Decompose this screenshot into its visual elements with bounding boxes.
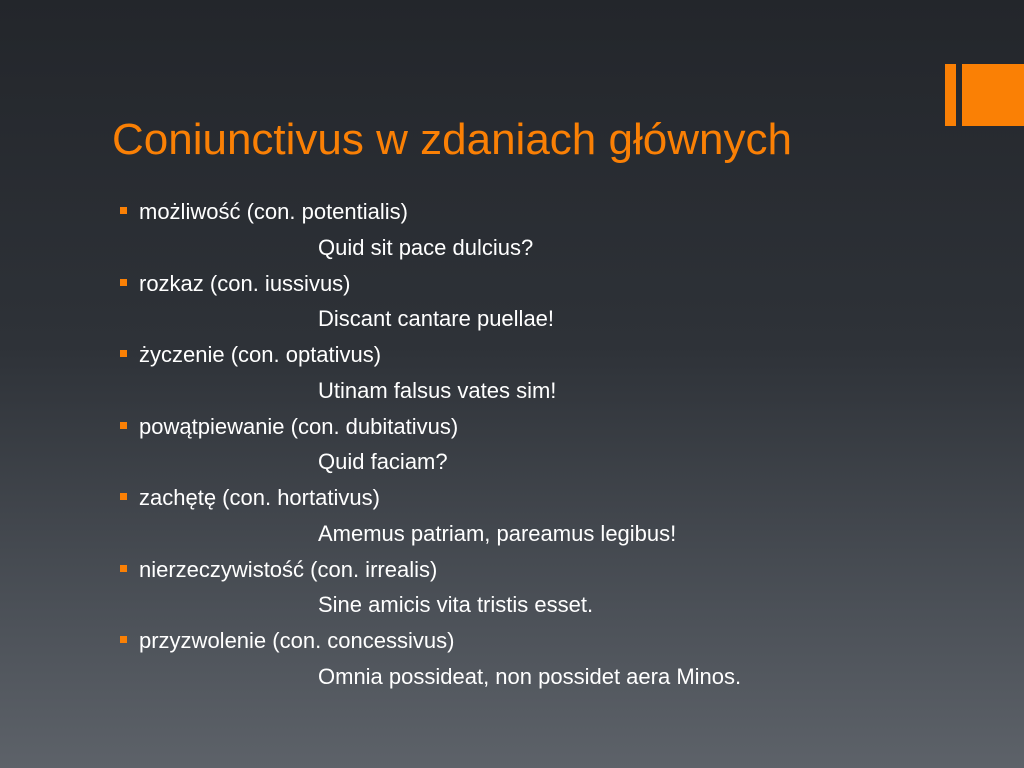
example-sentence: Quid faciam? <box>318 449 448 475</box>
bullet-item <box>118 409 998 445</box>
example-sentence: Omnia possideat, non possidet aera Minos. <box>318 663 742 689</box>
example-sentence: Amemus patriam, pareamus legibus! <box>318 520 677 546</box>
example-sentence: Discant cantare puellae! <box>318 306 555 332</box>
bullet-list <box>118 194 998 695</box>
square-bullet-icon <box>120 422 127 429</box>
bullet-item <box>118 480 998 516</box>
bullet-label: możliwość (con. potentialis) <box>139 199 408 224</box>
bullet-label: zachętę (con. hortativus) <box>139 485 380 510</box>
square-bullet-icon <box>120 493 127 500</box>
square-bullet-icon <box>120 279 127 286</box>
logo-bar-thin <box>945 64 956 126</box>
square-bullet-icon <box>120 636 127 643</box>
square-bullet-icon <box>120 350 127 357</box>
bullet-item <box>118 337 998 373</box>
bullet-label: powątpiewanie (con. dubitativus) <box>139 413 459 439</box>
decorative-logo-mark <box>945 64 1024 126</box>
bullet-item <box>118 623 998 659</box>
bullet-item <box>118 266 998 302</box>
bullet-label: nierzeczywistość (con. irrealis) <box>139 556 438 582</box>
slide-title: Coniunctivus w zdaniach głównych <box>112 115 792 164</box>
example-sentence: Sine amicis vita tristis esset. <box>318 592 594 618</box>
bullet-label: przyzwolenie (con. concessivus) <box>139 628 455 653</box>
example-sentence: Utinam falsus vates sim! <box>318 377 557 403</box>
bullet-label: życzenie (con. optativus) <box>139 342 382 367</box>
square-bullet-icon <box>120 565 127 572</box>
bullet-item <box>118 552 998 588</box>
bullet-label: rozkaz (con. iussivus) <box>139 270 351 296</box>
bullet-item <box>118 194 998 230</box>
logo-bar-wide <box>962 64 1024 126</box>
square-bullet-icon <box>120 207 127 214</box>
example-sentence: Quid sit pace dulcius? <box>318 234 534 260</box>
